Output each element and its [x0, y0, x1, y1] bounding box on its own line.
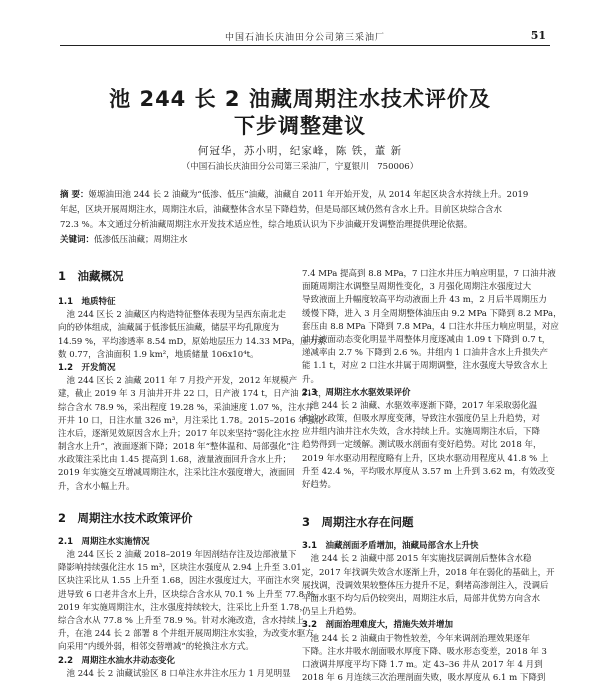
text-line: 2018 年 6 月连续三次治理剖面失败，吸水厚度从 6.1 m 下降到 [302, 673, 546, 684]
paper-title-line-2: 下步调整建议 [234, 114, 366, 138]
page-number: 51 [530, 29, 546, 42]
text-line: 仍呈上升趋势。 [302, 607, 362, 618]
text-line: 套压由 8.8 MPa 下降到 7.8 MPa，4 口注水井压力响应明显，对应 [302, 321, 559, 332]
text-line: 进导致 6 口老井含水上升，区块综合含水从 70.1 % 上升至 77.8 %。 [58, 589, 324, 600]
text-line: 池 244 长 2 油藏、水驱效率逐渐下降，2017 年采取弱化温 [302, 400, 538, 411]
text-line: 7.4 MPa 提高到 8.8 MPa，7 口注水井压力响应明显，7 口油井液 [302, 269, 556, 279]
running-header [60, 30, 550, 44]
subsection-heading: 1.2 开发简况 [58, 362, 116, 373]
text-line: 池 244 长 2 油藏试验区 8 口单注水井注水压力 1 月见明显 [58, 668, 291, 679]
text-line: 2019 年实施交互增减周期注水，注采比注水强度增大，液面回 [58, 468, 295, 479]
text-line: 下降。注水井吸水剖面吸水厚度下降、吸水形态变差，2018 年 3 [302, 646, 547, 657]
text-line: 趋势得到一定缓解。测试吸水剖面有变好趋势。对比 2018 年， [302, 440, 542, 451]
text-line: 池 244 长 2 油藏由于物性较差，今年来调剖治理效果逐年 [302, 633, 530, 644]
paper-title-line-1: 池 244 长 2 油藏周期注水技术评价及 [109, 87, 491, 111]
journal-name: 中国石油长庆油田分公司第三采油厂 [224, 33, 385, 43]
text-line: 升，含水小幅上升。 [58, 481, 135, 492]
text-line: 区块注采比从 1.55 上升至 1.68，因注水强度过大，平面注水突 [58, 576, 300, 587]
text-line: 升至 42.4 %，平均吸水厚度从 3.57 m 上升到 3.62 m，有效改变 [302, 466, 555, 477]
text-line: 水政策注采比由 1.45 提高到 1.68，液量液面回升含水上升； [58, 455, 291, 466]
author-list: 何冠华，苏小明，纪家峰，陈 铁，董 新 [197, 145, 403, 157]
text-line: 2019 年水驱动用程度略有上升，区块水驱动用程度从 41.8 % 上 [302, 453, 549, 464]
abstract-line: 年起，区块开展周期注水，周期注水后，油藏整体含水呈下降趋势，但是局部区域仍然有含水上升。目前区块综合含水 [60, 205, 503, 215]
abstract-line: 72.3 %。本文通过分析油藏周期注水开发技术适应性，综合地质认识为下步油藏开发调整治理提供理论依据。 [60, 220, 473, 230]
text-line: 降影响持续强化注水 15 m³，区块注水强度从 2.94 上升至 3.01， [58, 563, 311, 574]
text-line: 好趋势。 [302, 480, 337, 490]
text-line: 池 244 长 2 油藏中部 2015 年实施找层调剖后整体含水稳 [302, 554, 532, 565]
text-line: 向采用“内缓外弱，相邻交替增减”的轮换注水方式。 [58, 642, 254, 653]
text-line: 开井 10 口，日注水量 326 m³，月注采比 1.78。2015–2016 年强化 [58, 415, 324, 426]
text-line: 池 244 区长 2 油藏 2018–2019 年因剖结存注及边部液量下 [58, 550, 297, 560]
subsection-heading: 2.1 周期注水实施情况 [58, 536, 150, 547]
subsection-heading: 2.3 周期注水水驱效果评价 [302, 387, 411, 398]
text-line: 制含水上升”，液面逐渐下降；2018 年“整体温和、局部强化”注 [58, 442, 300, 453]
text-line: 能 1.1 t，对应 2 口注水井属于周期调整，注水强度大导致含水上 [302, 361, 548, 372]
text-line: 递减率由 2.7 % 下降到 2.6 %。井组内 1 口油井含水上升损失产 [302, 348, 549, 359]
text-line: 池 244 区长 2 油藏区内构造特征整体表现为呈西东南北走 [58, 310, 286, 321]
text-line: 和注水政策，但吸水厚度变薄，导致注水强度仍呈上升趋势，对 [302, 414, 541, 425]
text-line: 建，截止 2019 年 3 月油井开井 22 口，日产液 174 t，日产油 31 t， [58, 389, 327, 400]
text-line: 面随周期注水调整呈周期性变化，3 月强化周期注水强度过大 [302, 282, 532, 293]
text-line: 平面水驱不均匀后仍较突出，周期注水后，局部井优势方向含水 [302, 593, 541, 604]
text-line: 注水后，逐渐见效原因含水上升；2017 年以来坚持“弱化注水控 [58, 428, 300, 439]
section-heading: 1 油藏概况 [58, 269, 124, 283]
subsection-heading: 3.2 剖面治理难度大，措施失效并增加 [302, 620, 454, 631]
subsection-heading: 2.2 周期注水油水井动态变化 [58, 655, 176, 666]
keywords-label: 关键词： [60, 235, 95, 245]
text-line: 油井液面动态变化明显半周整体月度逐减由 1.09 t 下降到 0.7 t， [302, 334, 551, 345]
abstract-label: 摘 要： [60, 190, 89, 200]
right-column [302, 268, 562, 685]
affiliation: （中国石油长庆油田分公司第三采油厂，宁夏银川 750006） [181, 162, 419, 172]
text-line: 14.59 %，平均渗透率 8.54 mD，原始地层压力 14.33 MPa，压力系 [58, 336, 326, 347]
text-line: 综合含水 78.9 %，采出程度 19.28 %，采油速度 1.07 %，注水井 [58, 402, 314, 413]
keywords: 关键词：低渗低压油藏；周期注水 [60, 235, 188, 245]
text-line: 应井组内油井注水失效，含水持续上升。实施周期注水后，下降 [302, 427, 541, 438]
text-line: 池 244 区长 2 油藏 2011 年 7 月投产开发，2012 年规模产 [58, 376, 298, 387]
text-line: 升。 [302, 374, 320, 385]
text-line: 缓慢下降，进入 3 月全周期整体油压由 9.2 MPa 下降到 8.2 MPa， [302, 308, 562, 319]
section-heading: 2 周期注水技术政策评价 [58, 510, 193, 525]
subsection-heading: 3.1 油藏剖面矛盾增加，油藏局部含水上升快 [302, 541, 479, 552]
subsection-heading: 1.1 地质特征 [58, 297, 116, 307]
abstract-line: 摘 要：姬塬油田池 244 长 2 油藏为“低渗、低压”油藏，油藏自 2011 年开始开发，从 2014 年起区块含水持续上升。2019 [60, 190, 529, 200]
text-line: 向的砂体组成，油藏属于低渗低压油藏，储层平均孔隙度为 [58, 323, 280, 334]
text-line: 展找调，没调效果较整体压力提升不足，剩堵高渗剖注入，没调后 [302, 580, 549, 591]
text-line: 升，在池 244 长 2 部署 8 个井组开展周期注水实验，为改变水驱方 [58, 629, 314, 640]
header-rule [60, 45, 550, 46]
text-line: 综合含水从 77.8 % 上升至 78.9 %。针对水淹改造，含水持续上 [58, 615, 305, 626]
text-line: 数 0.77，含油面积 1.9 km²，地质储量 106x10⁴t。 [58, 349, 259, 360]
text-line: 导致液面上升幅度较高平均动液面上升 43 m，2 月后半周期压力 [302, 295, 547, 306]
text-line: 定，2017 年找调失效含水逐渐上升，2018 年在弱化的基础上，开 [302, 567, 555, 578]
text-line: 2019 年实施周期注水，注水强度持续较大，注采比上升至 1.78， [58, 602, 308, 613]
text-line: 口液调井厚度平均下降 1.7 m。定 43–36 井从 2017 年 4 月到 [302, 659, 543, 670]
section-heading: 3 周期注水存在问题 [302, 515, 414, 530]
